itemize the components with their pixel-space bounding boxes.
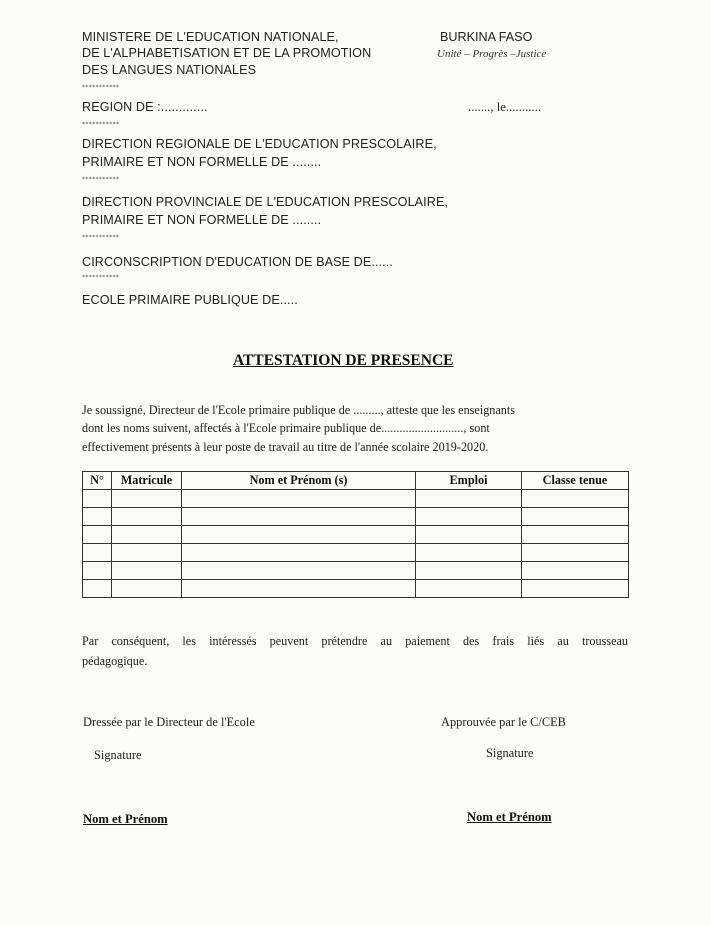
table-row	[83, 508, 629, 526]
table-row	[83, 562, 629, 580]
place-date: ......., le...........	[468, 100, 542, 114]
table-cell	[83, 580, 112, 598]
column-header-number: N°	[83, 472, 112, 490]
table-cell	[112, 490, 182, 508]
table-row	[83, 526, 629, 544]
table-cell	[416, 490, 522, 508]
dpep-line-1: DIRECTION PROVINCIALE DE L'EDUCATION PRESCOLAIRE,	[82, 195, 449, 209]
column-header-emploi: Emploi	[416, 472, 522, 490]
ccceb-signature-label: Signature	[486, 746, 534, 760]
table-cell	[416, 508, 522, 526]
table-cell	[182, 526, 416, 544]
table-cell	[416, 580, 522, 598]
ccceb-title: Approuvée par le C/CEB	[441, 715, 566, 729]
national-motto: Unité – Progrès –Justice	[437, 48, 547, 60]
table-cell	[416, 526, 522, 544]
attendance-table	[82, 471, 629, 598]
drep-line-1: DIRECTION REGIONALE DE L'EDUCATION PRESCOLAIRE,	[82, 137, 437, 151]
table-cell	[182, 508, 416, 526]
table-cell	[83, 544, 112, 562]
school-line: ECOLE PRIMAIRE PUBLIQUE DE.....	[82, 293, 298, 307]
column-header-name: Nom et Prénom (s)	[182, 472, 416, 490]
page-title: ATTESTATION DE PRESENCE	[233, 352, 454, 369]
body-line-2: dont les noms suivent, affectés à l'Ecole primaire publique de..........................., sont	[82, 421, 490, 435]
director-signature-label: Signature	[94, 748, 142, 762]
ccceb-name-label: Nom et Prénom	[467, 810, 552, 824]
table-cell	[522, 562, 629, 580]
table-cell	[522, 526, 629, 544]
conclusion-line-1: Par conséquent, les intéressés peuvent prétendre au paiement des frais liés au trousseau	[82, 634, 628, 648]
region-line: REGION DE :.............	[82, 100, 208, 114]
body-line-3: effectivement présents à leur poste de travail au titre de l'année scolaire 2019-2020.	[82, 440, 489, 454]
table-row	[83, 544, 629, 562]
director-name-label: Nom et Prénom	[83, 812, 168, 826]
ministry-line-3: DES LANGUES NATIONALES	[82, 63, 257, 77]
table-cell	[112, 508, 182, 526]
table-cell	[83, 490, 112, 508]
table-cell	[182, 490, 416, 508]
table-cell	[112, 562, 182, 580]
country-name: BURKINA FASO	[440, 30, 533, 44]
table-cell	[522, 544, 629, 562]
ceb-line: CIRCONSCRIPTION D'EDUCATION DE BASE DE......	[82, 255, 393, 269]
body-line-1: Je soussigné, Directeur de l'Ecole primaire publique de ........., atteste que les enseignants	[82, 403, 516, 417]
table-cell	[522, 490, 629, 508]
separator-stars: ***********	[82, 234, 120, 241]
table-cell	[182, 544, 416, 562]
table-cell	[182, 562, 416, 580]
table-cell	[416, 544, 522, 562]
table-cell	[83, 526, 112, 544]
table-cell	[416, 562, 522, 580]
dpep-line-2: PRIMAIRE ET NON FORMELLE DE ........	[82, 213, 322, 227]
director-title: Dressée par le Directeur de l'Ecole	[83, 715, 255, 729]
table-cell	[182, 580, 416, 598]
table-row	[83, 580, 629, 598]
separator-stars: ***********	[82, 274, 120, 281]
table-row	[83, 490, 629, 508]
separator-stars: ***********	[82, 121, 120, 128]
table-cell	[83, 508, 112, 526]
drep-line-2: PRIMAIRE ET NON FORMELLE DE ........	[82, 155, 322, 169]
table-cell	[112, 544, 182, 562]
table-cell	[112, 526, 182, 544]
column-header-classe: Classe tenue	[522, 472, 629, 490]
conclusion-line-2: pédagogique.	[82, 654, 148, 668]
table-cell	[112, 580, 182, 598]
separator-stars: ***********	[82, 84, 120, 91]
ministry-line-2: DE L'ALPHABETISATION ET DE LA PROMOTION	[82, 46, 372, 60]
column-header-matricule: Matricule	[112, 472, 182, 490]
table-cell	[83, 562, 112, 580]
separator-stars: ***********	[82, 176, 120, 183]
table-cell	[522, 580, 629, 598]
table-cell	[522, 508, 629, 526]
ministry-line-1: MINISTERE DE L'EDUCATION NATIONALE,	[82, 30, 339, 44]
table-header-row	[83, 472, 629, 490]
